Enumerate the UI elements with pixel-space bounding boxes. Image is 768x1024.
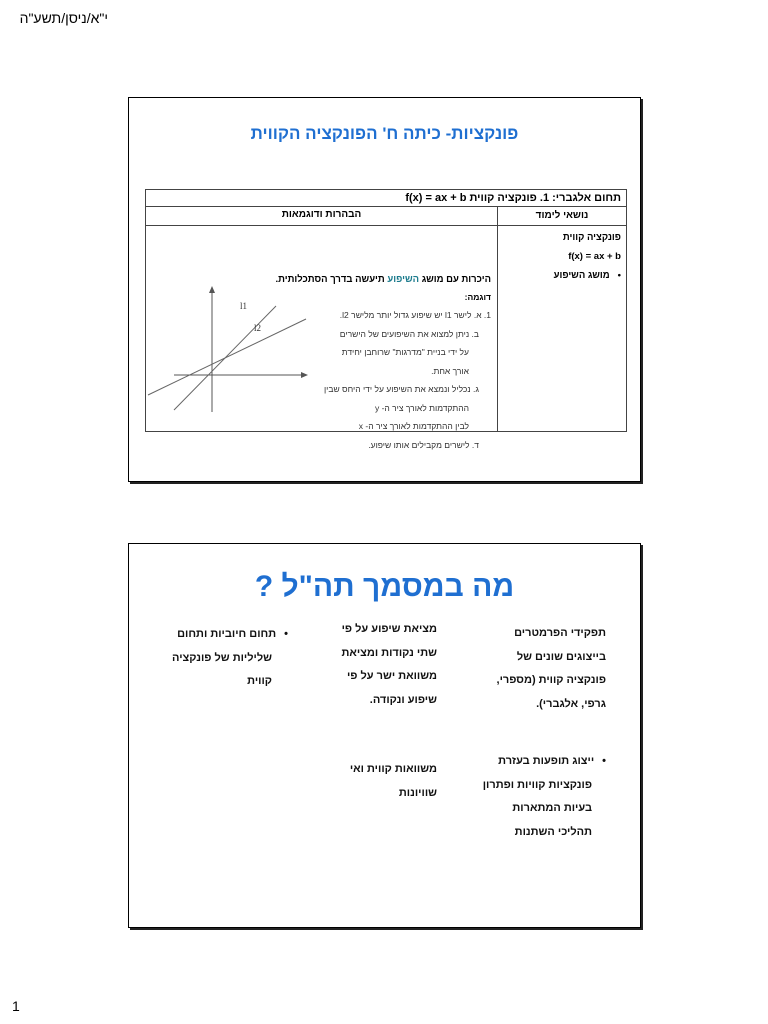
example-line: ד. לישרים מקבילים אותו שיפוע. <box>368 439 479 450</box>
phenomena-column <box>456 750 606 844</box>
intro-highlight: השיפוע <box>387 274 420 285</box>
topic-item: f(x) = ax + b <box>568 251 621 262</box>
slide-curriculum-doc <box>128 543 641 928</box>
example-line: 1. א. לישר l1 יש שיפוע גדול יותר מלישר l2. <box>339 310 491 320</box>
y-axis-arrow-icon <box>209 286 215 293</box>
text-line: תפקידי הפרמטרים <box>514 627 606 639</box>
document-date: י"א/ניסן/תשע"ה <box>19 10 108 26</box>
text-line: קווית <box>247 675 272 687</box>
text-line: שתי נקודות ומציאת <box>341 646 437 659</box>
text-line: משוואת ישר על פי <box>346 670 437 682</box>
topic-slope-label: מושג השיפוע <box>553 270 610 281</box>
column-notes: הבהרות ודוגמאות <box>146 207 498 226</box>
params-column <box>466 622 606 716</box>
table-header: תחום אלגברי: 1. פונקציה קווית f(x) = ax + b <box>146 190 627 207</box>
label-l1: l1 <box>239 301 247 311</box>
text-line <box>456 750 606 774</box>
text-line <box>158 623 288 647</box>
example-line: ההתקדמות לאורך ציר ה- y <box>374 402 469 413</box>
label-l2: l2 <box>253 323 261 333</box>
topic-item <box>503 266 621 285</box>
column-topics: נושאי לימוד <box>498 207 627 226</box>
equations-column <box>317 758 437 805</box>
example-line: ג. נכליל ונמצא את השיפוע על ידי היחס שבין <box>323 384 479 394</box>
text-line: בייצוגים שונים של <box>516 650 606 663</box>
curriculum-table <box>145 189 627 450</box>
intro-post: תיעשה בדרך הסתכלותית. <box>275 274 388 285</box>
example-line: על ידי בניית "מדרגות" שרוחבן יחידת <box>341 347 469 357</box>
example-label: דוגמה: <box>464 292 491 302</box>
text-line: פונקציות קוויות ופתרון <box>482 778 592 791</box>
text-line: משוואות קווית ואי <box>349 763 437 775</box>
text-line: שוויונות <box>398 786 437 799</box>
intro-pre: היכרות עם מושג <box>419 274 491 285</box>
text-line: תהליכי השתנות <box>514 825 592 838</box>
example-line: לבין ההתקדמות לאורך ציר ה- x <box>358 421 469 431</box>
table-header-row <box>146 190 627 207</box>
line-l2 <box>148 319 306 395</box>
page-number: 1 <box>12 998 20 1014</box>
text-line: מציאת שיפוע על פי <box>341 623 437 635</box>
table-row <box>146 226 627 432</box>
positivity-column <box>158 623 288 694</box>
text-line: שליליות של פונקציה <box>172 651 272 664</box>
slide-title: מה במסמך תה"ל ? <box>254 570 515 603</box>
example-line: ב. ניתן למצוא את השיפועים של הישרים <box>339 328 479 339</box>
bullet-text: תחום חיוביות ותחום <box>177 628 277 640</box>
slope-column <box>317 618 437 712</box>
example-list <box>301 306 491 454</box>
example-line: אורך אחת. <box>431 365 469 376</box>
topics-cell <box>498 226 627 432</box>
intro-text <box>275 274 491 285</box>
text-line: פונקציה קווית (מספרי, <box>496 674 606 686</box>
slide-title: פונקציות- כיתה ח' הפונקציה הקווית <box>250 124 519 143</box>
text-line: בעיות המתארות <box>512 802 592 814</box>
slope-graph <box>146 286 311 426</box>
x-axis-arrow-icon <box>301 372 308 378</box>
notes-cell <box>146 226 498 450</box>
slide-linear-function <box>128 97 641 482</box>
topic-item: פונקציה קווית <box>562 232 621 243</box>
text-line: גרפי, אלגברי). <box>536 697 606 710</box>
bullet-text: ייצוג תופעות בעזרת <box>498 755 595 767</box>
text-line: שיפוע ונקודה. <box>369 693 437 706</box>
table-columns-row <box>146 207 627 226</box>
